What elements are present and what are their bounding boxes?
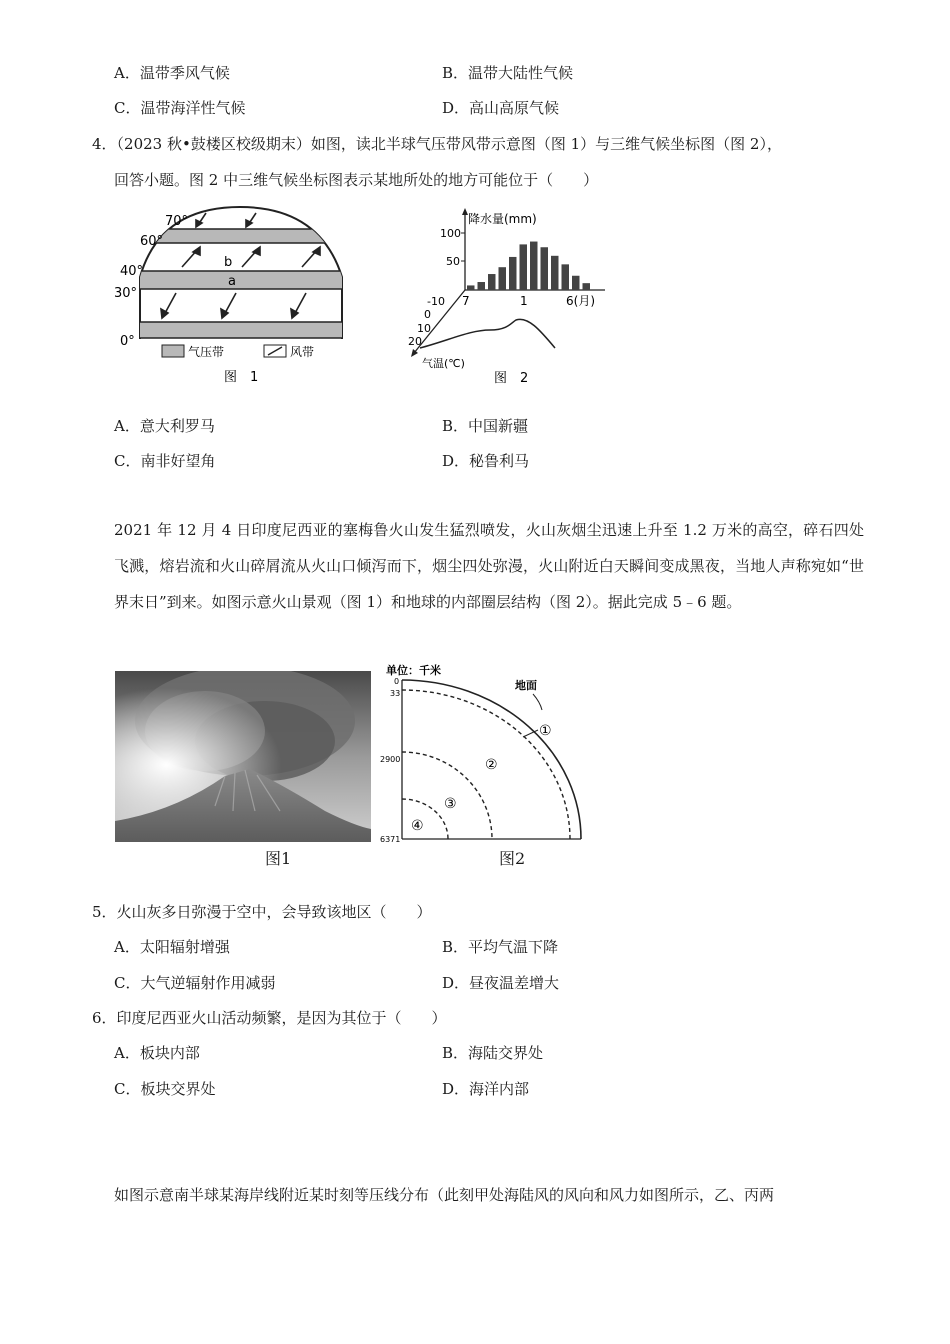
q4-option-d[interactable]: D．秘鲁利马 xyxy=(442,452,530,470)
fig2-caption: 图 2 xyxy=(494,371,529,386)
next-passage-line: 如图示意南半球某海岸线附近某时刻等压线分布（此刻甲处海陆风的风向和风力如图所示，乙、丙两 xyxy=(114,1186,775,1204)
unit-label: 单位：千米 xyxy=(386,664,441,677)
lat-40-label: 40° xyxy=(120,264,144,279)
q5-option-b[interactable]: B．平均气温下降 xyxy=(442,938,559,956)
ground-label: 地面 xyxy=(515,679,537,692)
precip-bar-10 xyxy=(499,267,507,290)
temp-tick-minus10: -10 xyxy=(427,295,445,308)
q4-option-c[interactable]: C．南非好望角 xyxy=(114,452,216,470)
q4-option-a[interactable]: A．意大利罗马 xyxy=(114,417,215,435)
inner-core-boundary xyxy=(402,799,448,839)
layer-4-label: ④ xyxy=(411,818,424,834)
pressure-belt-a xyxy=(130,271,360,289)
pressure-wind-belt-figure xyxy=(110,205,360,390)
precip-bar-8 xyxy=(478,282,486,290)
lat-30-label: 30° xyxy=(114,286,138,301)
q5-option-c[interactable]: C．大气逆辐射作用减弱 xyxy=(114,974,276,992)
q6-option-a[interactable]: A．板块内部 xyxy=(114,1044,200,1062)
lat-0-label: 0° xyxy=(120,334,135,349)
q6-stem: 6．印度尼西亚火山活动频繁，是因为其位于（ ） xyxy=(92,1009,447,1027)
pressure-belt-equator xyxy=(130,322,360,338)
temperature-curve xyxy=(420,319,555,348)
precip-bars xyxy=(467,242,590,290)
depth-2900: 2900 xyxy=(380,755,401,764)
temp-axis-label: 气温(℃) xyxy=(422,357,465,370)
q6-option-c[interactable]: C．板块交界处 xyxy=(114,1080,216,1098)
layer-3-label: ③ xyxy=(444,796,457,812)
depth-33: 33 xyxy=(390,689,401,698)
ytick-50: 50 xyxy=(446,255,460,268)
depth-0: 0 xyxy=(394,677,400,686)
temp-tick-10: 10 xyxy=(417,322,431,335)
q4-stem-line1: 4．（2023 秋•鼓楼区校级期末）如图，读北半球气压带风带示意图（图 1）与三维气候坐标图（图 2）， xyxy=(92,135,782,153)
fig1-caption: 图 1 xyxy=(224,370,259,385)
q4-stem-line2: 回答小题。图 2 中三维气候坐标图表示某地所处的地方可能位于（ ） xyxy=(114,171,599,189)
precip-bar-2 xyxy=(541,247,549,290)
precip-bar-1 xyxy=(530,242,538,290)
precip-axis-label: 降水量(mm) xyxy=(468,212,537,226)
precip-bar-12 xyxy=(520,244,528,290)
pressure-belt-60 xyxy=(130,229,360,243)
xtick-1: 1 xyxy=(520,294,528,308)
belt-b-label: b xyxy=(224,255,233,270)
depth-6371: 6371 xyxy=(380,835,401,844)
precip-bar-3 xyxy=(551,256,559,290)
q3-option-a[interactable]: A．温带季风气候 xyxy=(114,64,230,82)
temp-tick-20: 20 xyxy=(408,335,422,348)
q5-option-d[interactable]: D．昼夜温差增大 xyxy=(442,974,560,992)
q5-stem: 5．火山灰多日弥漫于空中，会导致该地区（ ） xyxy=(92,903,432,921)
volcano-passage: 2021 年 12 月 4 日印度尼西亚的塞梅鲁火山发生猛烈喷发，火山灰烟尘迅速上升至 1.2 万米的高空，碎石四处飞溅，熔岩流和火山碎屑流从火山口倾泻而下，烟尘四处弥漫，火山附近白天瞬间变成黑夜，当地人声称宛如“世界末日”到来。如图示意火山景观（图 1）和地球的内部圈层结构（图 2）。据此完成 5﹣6 题。 xyxy=(114,521,864,611)
volcano-fig1-caption: 图1 xyxy=(265,849,292,868)
q4-option-b[interactable]: B．中国新疆 xyxy=(442,417,529,435)
belt-a-label: a xyxy=(228,274,236,289)
precip-bar-4 xyxy=(562,264,570,290)
precip-bar-9 xyxy=(488,274,496,290)
lat-70-label: 70° xyxy=(165,214,189,229)
earth-interior-diagram xyxy=(378,662,588,844)
layer-1-label: ① xyxy=(539,723,552,739)
xtick-6: 6(月) xyxy=(566,294,595,308)
temp-tick-0: 0 xyxy=(424,308,431,321)
q3-option-d[interactable]: D．高山高原气候 xyxy=(442,99,560,117)
layer-2-label: ② xyxy=(485,757,498,773)
precip-bar-11 xyxy=(509,257,517,290)
precip-bar-7 xyxy=(467,285,475,290)
legend-pressure-swatch xyxy=(162,345,184,357)
q6-option-d[interactable]: D．海洋内部 xyxy=(442,1080,530,1098)
q3-option-c[interactable]: C．温带海洋性气候 xyxy=(114,99,246,117)
climate-3d-chart xyxy=(400,205,620,390)
precip-bar-5 xyxy=(572,276,580,290)
lat-60-label: 60° xyxy=(140,234,164,249)
q6-option-b[interactable]: B．海陆交界处 xyxy=(442,1044,544,1062)
xtick-7: 7 xyxy=(462,294,470,308)
legend-wind-label: 风带 xyxy=(290,345,315,359)
volcano-photo xyxy=(115,671,371,842)
legend-pressure-label: 气压带 xyxy=(188,345,225,359)
volcano-fig2-caption: 图2 xyxy=(499,849,526,868)
precip-bar-6 xyxy=(583,283,591,290)
q5-option-a[interactable]: A．太阳辐射增强 xyxy=(114,938,230,956)
q3-option-b[interactable]: B．温带大陆性气候 xyxy=(442,64,574,82)
ytick-100: 100 xyxy=(440,227,461,240)
